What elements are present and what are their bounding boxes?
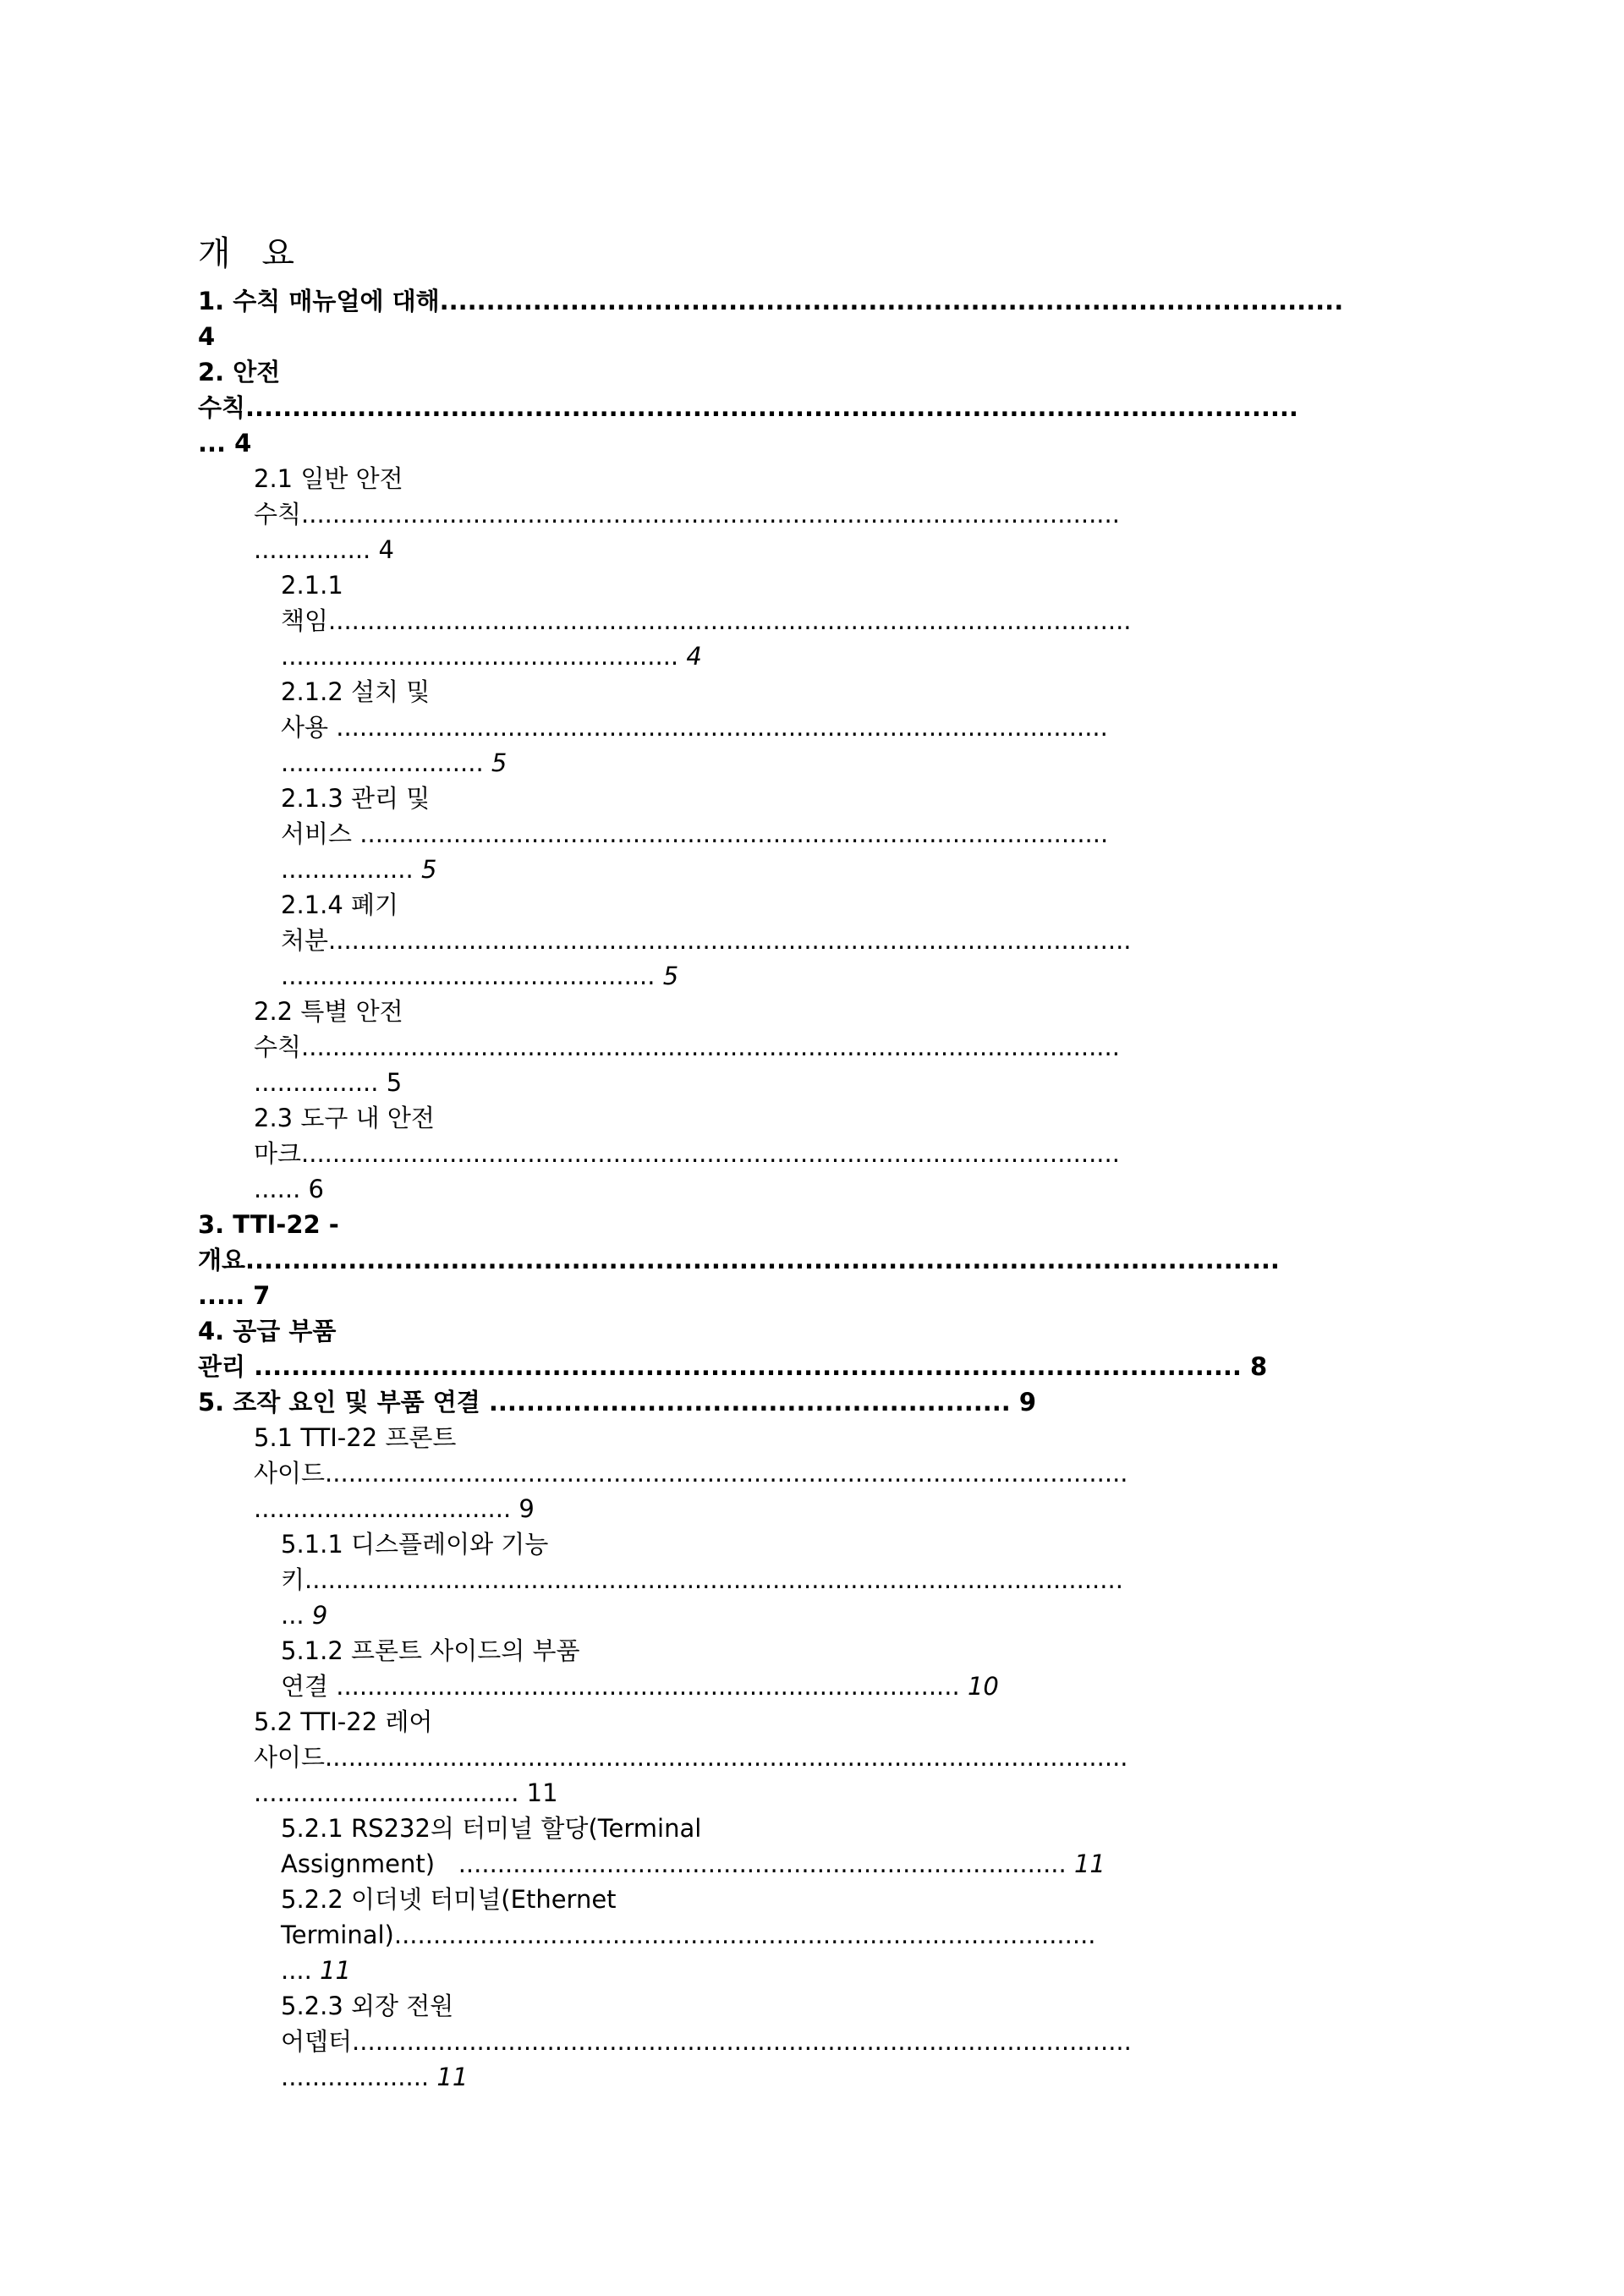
toc-entry[interactable]	[254, 994, 1450, 1100]
toc-entry-line: 5.1 TTI-22 프론트	[254, 1423, 457, 1452]
page-number: 11	[436, 2063, 469, 2091]
toc-entry-line: 2. 안전	[198, 358, 281, 386]
page-number: 11	[1073, 1849, 1106, 1878]
toc-entry-line: ................ 5	[254, 1068, 403, 1097]
toc-entry-line: ... 9	[281, 1601, 328, 1630]
toc-entry[interactable]	[281, 674, 1450, 781]
toc-entry[interactable]	[281, 781, 1450, 887]
toc-entry-line: .... 11	[281, 1956, 351, 1985]
toc-entry-line: 1. 수칙 매뉴얼에 대해.................................................................................................	[198, 287, 1344, 315]
page-number: 9	[311, 1601, 328, 1630]
toc-entry-line: ................... 11	[281, 2063, 469, 2091]
toc-entry-line: 2.1.4 폐기	[281, 890, 399, 919]
toc-entry[interactable]	[254, 1100, 1450, 1207]
toc-entry-line: 사용 ...................................................................................................	[281, 713, 1108, 742]
toc-entry-line: 5.2 TTI-22 레어	[254, 1707, 433, 1736]
toc-entry-line: 2.1.3 관리 및	[281, 784, 431, 813]
page-number: 10	[967, 1672, 999, 1701]
toc-entry-line: ................................................ 5	[281, 962, 679, 990]
toc-entry-line: 3. TTI-22 -	[198, 1210, 339, 1239]
toc-entry-line: 책임.......................................................................................................	[281, 606, 1132, 635]
toc-entry-line: 사이드.......................................................................................................	[254, 1743, 1128, 1772]
table-of-contents	[198, 283, 1450, 2095]
toc-entry-line: 2.1.1	[281, 571, 343, 600]
toc-entry[interactable]	[254, 461, 1450, 567]
toc-entry-line: 5.1.2 프론트 사이드의 부품	[281, 1636, 580, 1665]
toc-entry-line: ..... 7	[198, 1281, 271, 1310]
toc-entry-line: ...... 6	[254, 1175, 324, 1203]
toc-entry[interactable]	[281, 1811, 1450, 1882]
toc-entry-line: 4. 공급 부품	[198, 1317, 337, 1345]
toc-entry[interactable]	[198, 1384, 1450, 1420]
toc-entry[interactable]	[198, 283, 1450, 354]
toc-entry-line: Assignment) .............................................................................. 11	[281, 1849, 1106, 1878]
toc-entry-line: 4	[198, 322, 216, 351]
page-title: 개 요	[198, 234, 304, 273]
toc-entry-line: 관리 .......................................................................................................... 8	[198, 1352, 1268, 1381]
toc-entry-line: 5.2.1 RS232의 터미널 할당(Terminal	[281, 1814, 702, 1843]
toc-entry-line: ... 4	[198, 429, 252, 458]
page-number: 5	[491, 748, 508, 777]
toc-entry[interactable]	[281, 1526, 1450, 1633]
page-number: 5	[420, 855, 437, 884]
toc-entry-line: 2.3 도구 내 안전	[254, 1104, 435, 1132]
toc-entry-line: 5.1.1 디스플레이와 기능	[281, 1530, 549, 1559]
toc-entry-line: 키.........................................................................................................	[281, 1565, 1123, 1594]
toc-entry-line: .................................. 11	[254, 1778, 558, 1807]
toc-entry-line: 2.1 일반 안전	[254, 464, 403, 493]
toc-entry-line: 5.2.2 이더넷 터미널(Ethernet	[281, 1885, 617, 1914]
toc-entry-line: 수칙.........................................................................................................	[254, 500, 1120, 529]
toc-entry-line: ............... 4	[254, 535, 394, 564]
page-number: 11	[320, 1956, 351, 1985]
toc-entry-line: 2.1.2 설치 및	[281, 677, 431, 706]
toc-entry-line: 처분.......................................................................................................	[281, 926, 1132, 955]
toc-entry-line: 5. 조작 요인 및 부품 연결 ........................................................ 9	[198, 1388, 1037, 1417]
toc-entry-line: 사이드.......................................................................................................	[254, 1459, 1128, 1488]
toc-entry-line: 2.2 특별 안전	[254, 997, 403, 1026]
toc-entry[interactable]	[281, 1988, 1450, 2095]
toc-entry-line: 수칙.................................................................................................................	[198, 393, 1298, 422]
page-number: 5	[662, 962, 679, 990]
toc-entry-line: ................. 5	[281, 855, 437, 884]
toc-entry[interactable]	[254, 1704, 1450, 1811]
toc-entry-line: 어뎁터....................................................................................................	[281, 2027, 1132, 2056]
toc-entry-line: 개요...............................................................................................................	[198, 1246, 1280, 1274]
toc-entry[interactable]	[281, 1882, 1450, 1988]
toc-entry-line: Terminal)..........................................................................................	[281, 1921, 1096, 1949]
toc-entry-line: .......................... 5	[281, 748, 508, 777]
toc-entry-line: 5.2.3 외장 전원	[281, 1992, 454, 2020]
toc-entry-line: 수칙.........................................................................................................	[254, 1033, 1120, 1061]
toc-entry[interactable]	[198, 1313, 1450, 1384]
toc-entry-line: ................................................... 4	[281, 642, 702, 671]
toc-entry-line: 서비스 ................................................................................................	[281, 819, 1109, 848]
toc-entry[interactable]	[281, 887, 1450, 994]
toc-entry[interactable]	[281, 567, 1450, 674]
toc-entry[interactable]	[254, 1420, 1450, 1526]
toc-entry-line: ................................. 9	[254, 1494, 535, 1523]
toc-entry-line: 마크.........................................................................................................	[254, 1139, 1120, 1168]
toc-entry[interactable]	[198, 1207, 1450, 1313]
toc-entry-line: 연결 ................................................................................ 10	[281, 1672, 999, 1701]
page-number: 4	[686, 642, 702, 671]
toc-entry[interactable]	[198, 354, 1450, 461]
toc-entry[interactable]	[281, 1633, 1450, 1704]
